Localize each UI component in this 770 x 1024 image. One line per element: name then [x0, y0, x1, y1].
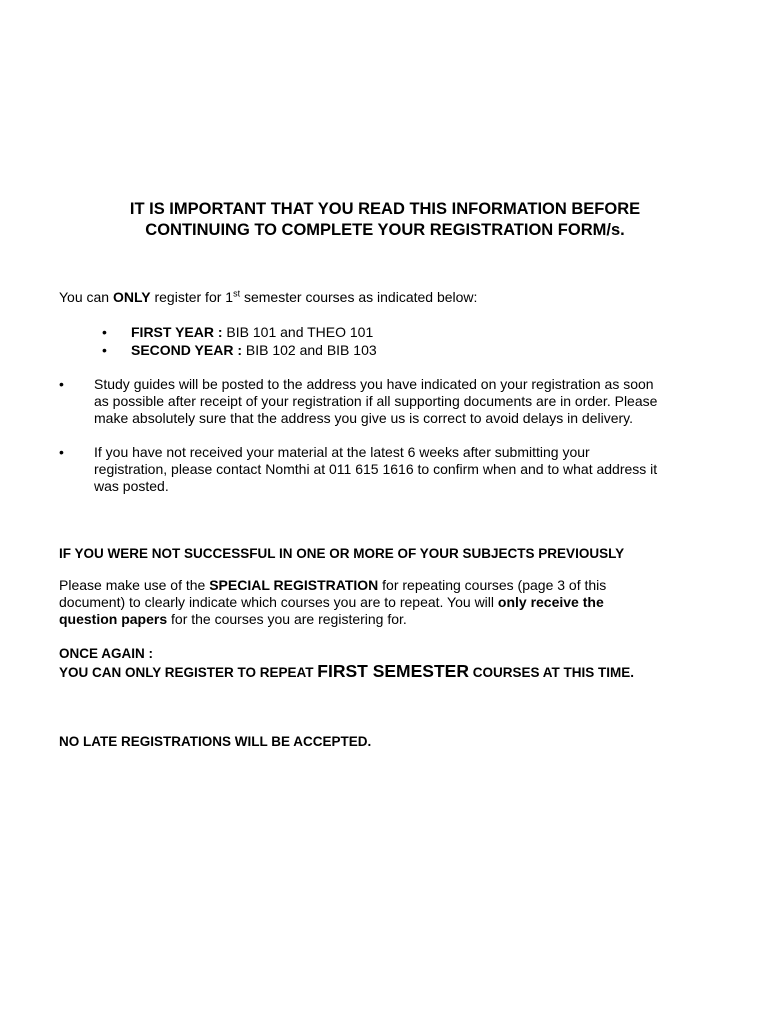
notice-line: Study guides will be posted to the address you have indicated on your registration as soon [94, 376, 654, 392]
special-line-2 [59, 594, 606, 611]
study-guide-notice [94, 376, 657, 427]
second-year-label: SECOND YEAR : [131, 342, 242, 358]
intro-emphasis: ONLY [112, 289, 151, 305]
text-span: for repeating courses (page 3 of this [378, 577, 607, 593]
text-span: COURSES AT THIS TIME. [468, 665, 634, 680]
text-span: Please make use of the [59, 577, 210, 593]
bullet-icon: • [102, 324, 107, 340]
intro-middle: register for 1 [150, 289, 234, 305]
first-year-label: FIRST YEAR : [131, 324, 223, 340]
repeat-heading: IF YOU WERE NOT SUCCESSFUL IN ONE OR MORE OF YOUR SUBJECTS PREVIOUSLY [59, 546, 625, 561]
intro-prefix: You can [59, 289, 113, 305]
special-line-3 [59, 611, 606, 628]
bullet-icon: • [102, 342, 107, 358]
first-semester-emphasis: FIRST SEMESTER [317, 661, 469, 681]
text-span: YOU CAN ONLY REGISTER TO REPEAT [59, 665, 318, 680]
first-year-courses: BIB 101 and THEO 101 [222, 324, 374, 340]
text-span: for the courses you are registering for. [167, 611, 407, 627]
title-line-1: IT IS IMPORTANT THAT YOU READ THIS INFORMATION BEFORE [129, 200, 641, 218]
intro-paragraph [59, 289, 477, 306]
notice-line: was posted. [94, 478, 169, 494]
once-again-notice [59, 663, 634, 681]
notice-line: make absolutely sure that the address you give us is correct to avoid delays in delivery. [94, 410, 634, 426]
second-year-item [131, 342, 377, 359]
bullet-icon: • [59, 444, 64, 460]
emphasis-text: only receive the [497, 594, 604, 610]
intro-superscript: st [233, 288, 241, 299]
emphasis-text: question papers [59, 611, 168, 627]
special-registration-paragraph [59, 577, 606, 628]
notice-line: as possible after receipt of your registration if all supporting documents are in order. Please [94, 393, 658, 409]
title-line-2: CONTINUING TO COMPLETE YOUR REGISTRATION FORM/s. [145, 221, 625, 239]
notice-line: registration, please contact Nomthi at 011 615 1616 to confirm when and to what address it [94, 461, 658, 477]
second-year-courses: BIB 102 and BIB 103 [241, 342, 377, 358]
late-registration-notice: NO LATE REGISTRATIONS WILL BE ACCEPTED. [59, 734, 372, 749]
first-year-item [131, 324, 373, 341]
special-line-1 [59, 577, 606, 594]
material-notice [94, 444, 657, 495]
special-registration-emphasis: SPECIAL REGISTRATION [209, 577, 379, 593]
page-title [0, 199, 770, 241]
once-again-label: ONCE AGAIN : [59, 646, 153, 661]
notice-line: If you have not received your material at the latest 6 weeks after submitting your [94, 444, 590, 460]
bullet-icon: • [59, 376, 64, 392]
text-span: document) to clearly indicate which courses you are to repeat. You will [59, 594, 498, 610]
intro-suffix: semester courses as indicated below: [240, 289, 478, 305]
